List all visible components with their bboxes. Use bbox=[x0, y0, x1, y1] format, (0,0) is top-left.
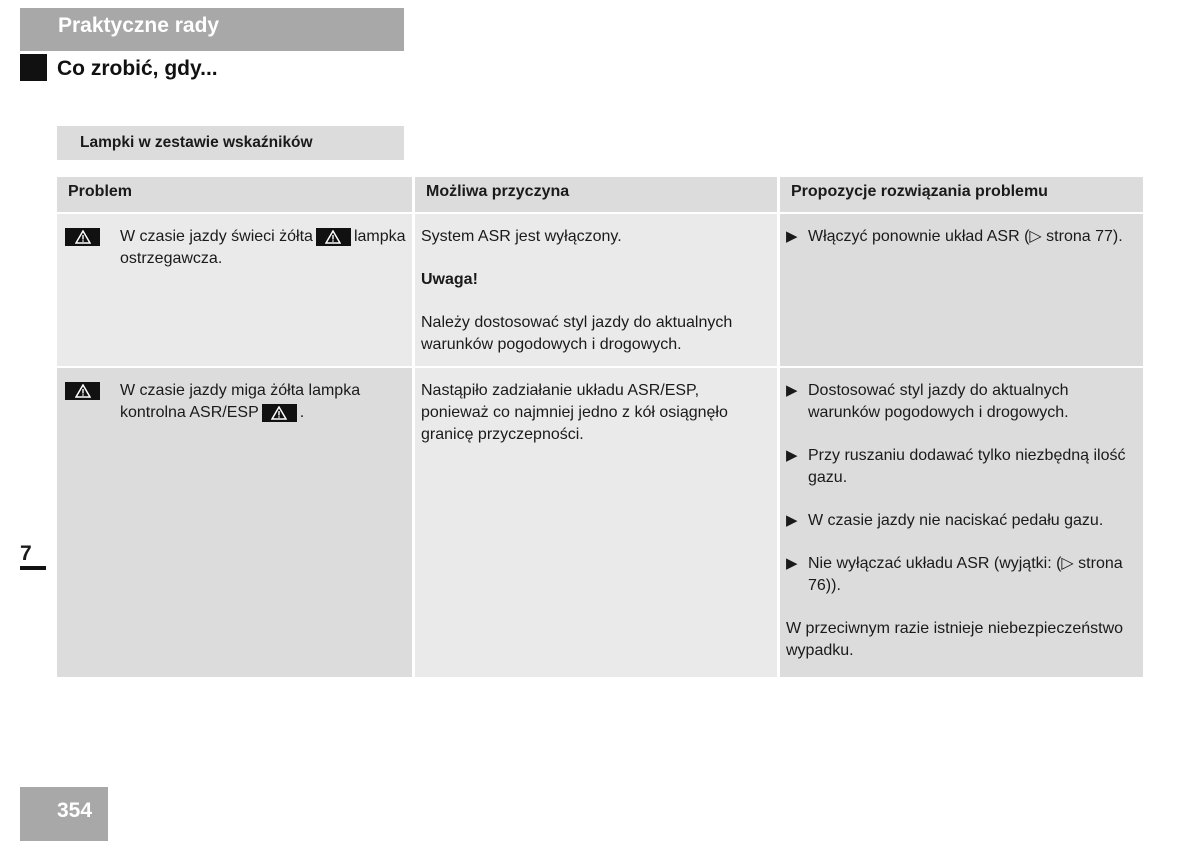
solution-step bbox=[786, 226, 1137, 248]
right-triangle-icon: ▶ bbox=[786, 512, 798, 529]
problem-description bbox=[120, 380, 406, 677]
problem-text-end: lampka ostrzegawcza. bbox=[120, 228, 406, 267]
solution-text: W czasie jazdy nie naciskać pedału gazu. bbox=[808, 512, 1104, 529]
warning-note: W przeciwnym razie istnieje niebezpieczeństwo wypadku. bbox=[786, 620, 1124, 659]
solution-text: Nie wyłączać układu ASR (wyjątki: (▷ strona 76)). bbox=[808, 555, 1123, 594]
solution-text: Dostosować styl jazdy do aktualnych warunków pogodowych i drogowych. bbox=[808, 382, 1069, 421]
solution-text: Włączyć ponownie układ ASR (▷ strona 77). bbox=[808, 228, 1123, 245]
cause-cell bbox=[412, 368, 777, 677]
column-header-problem: Problem bbox=[57, 177, 412, 212]
solution-step bbox=[786, 510, 1137, 532]
problem-text-end: . bbox=[299, 404, 305, 421]
problem-description bbox=[120, 226, 406, 366]
section-title: Praktyczne rady bbox=[58, 14, 220, 37]
subsection-heading bbox=[57, 126, 404, 160]
caution-text: Należy dostosować styl jazdy do aktualnych warunków pogodowych i drogowych. bbox=[421, 314, 733, 353]
right-triangle-icon: ▶ bbox=[786, 382, 798, 399]
solution-step bbox=[786, 445, 1137, 489]
table-row bbox=[57, 214, 1143, 368]
problem-text-start: W czasie jazdy świeci żółta bbox=[120, 228, 313, 245]
warning-triangle-icon bbox=[65, 228, 100, 246]
right-triangle-icon: ▶ bbox=[786, 555, 798, 572]
page-number: 354 bbox=[20, 787, 108, 841]
column-header-solution: Propozycje rozwiązania problemu bbox=[777, 177, 1143, 212]
problem-text-start: W czasie jazdy miga żółta lampka kontrolna ASR/ESP bbox=[120, 382, 361, 421]
cause-text: Nastąpiło zadziałanie układu ASR/ESP, ponieważ co najmniej jedno z kół osiągnęło granicę przyczepności. bbox=[421, 382, 728, 443]
subsection-title: Lampki w zestawie wskaźników bbox=[80, 134, 313, 151]
page-title: Co zrobić, gdy... bbox=[57, 57, 218, 80]
section-header bbox=[20, 8, 404, 51]
troubleshooting-table bbox=[57, 177, 1143, 679]
caution-label: Uwaga! bbox=[421, 271, 478, 288]
chapter-number: 7 bbox=[20, 542, 46, 570]
warning-triangle-icon bbox=[316, 228, 351, 246]
solution-text: Przy ruszaniu dodawać tylko niezbędną ilość gazu. bbox=[808, 447, 1126, 486]
solution-step bbox=[786, 553, 1137, 597]
solution-step bbox=[786, 380, 1137, 424]
problem-cell bbox=[57, 214, 412, 366]
cause-text: System ASR jest wyłączony. bbox=[421, 228, 622, 245]
section-marker bbox=[20, 54, 47, 81]
table-header-row bbox=[57, 177, 1143, 214]
right-triangle-icon: ▶ bbox=[786, 228, 798, 245]
column-header-cause: Możliwa przyczyna bbox=[412, 177, 777, 212]
cause-cell bbox=[412, 214, 777, 366]
warning-triangle-icon bbox=[262, 404, 297, 422]
solution-cell bbox=[777, 368, 1143, 677]
right-triangle-icon: ▶ bbox=[786, 447, 798, 464]
table-row bbox=[57, 368, 1143, 679]
problem-cell bbox=[57, 368, 412, 677]
solution-cell bbox=[777, 214, 1143, 366]
warning-triangle-icon bbox=[65, 382, 100, 400]
